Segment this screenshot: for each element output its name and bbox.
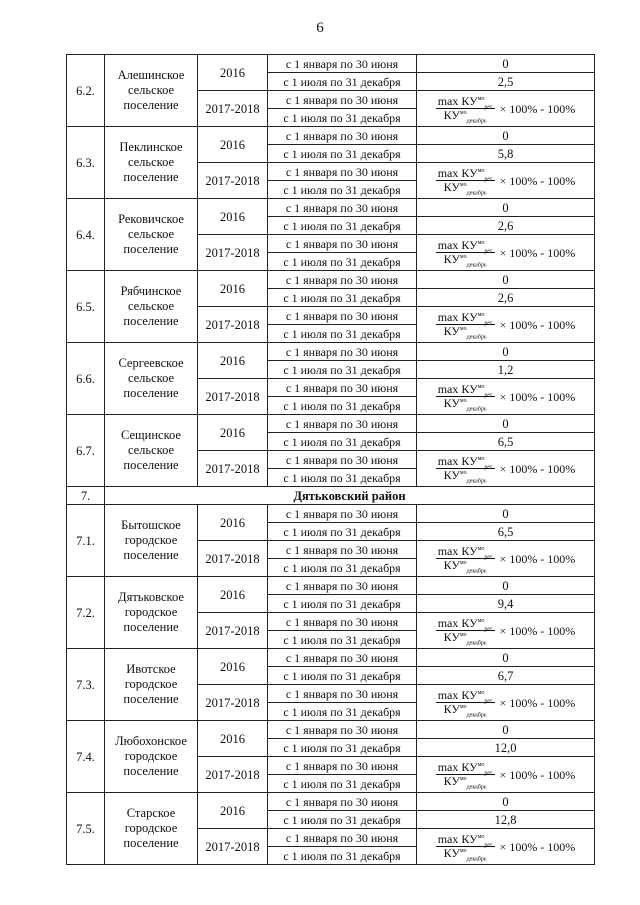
formula-mo-sup: мо	[477, 240, 485, 246]
formula-mo-sup: мо	[477, 762, 485, 768]
period-cell: с 1 января по 30 июня	[268, 829, 417, 847]
year-cell: 2017-2018	[198, 685, 268, 721]
formula-mo-sup: мо	[477, 834, 485, 840]
formula	[417, 238, 594, 269]
formula-mo-sup: мо	[459, 110, 467, 116]
formula-ku: КУ	[443, 558, 460, 572]
formula	[417, 760, 594, 791]
formula-tail: × 100% - 100%	[499, 839, 576, 854]
value-cell: 0	[417, 199, 595, 217]
formula-fraction	[436, 310, 495, 341]
row-number: 6.7.	[67, 415, 105, 487]
formula-ku: КУ	[443, 702, 460, 716]
formula-numerator	[436, 545, 495, 559]
formula-max: max	[437, 94, 459, 108]
value-cell: 5,8	[417, 145, 595, 163]
period-cell: с 1 января по 30 июня	[268, 91, 417, 109]
region-name: Дятьковский район	[105, 487, 595, 505]
year-cell: 2017-2018	[198, 379, 268, 415]
period-cell: с 1 июля по 31 декабря	[268, 631, 417, 649]
formula-ku: КУ	[461, 832, 478, 846]
formula-mo-sup: мо	[477, 546, 485, 552]
formula	[417, 166, 594, 197]
formula-max: max	[437, 238, 459, 252]
period-cell: с 1 января по 30 июня	[268, 271, 417, 289]
row-number: 6.5.	[67, 271, 105, 343]
formula-tail: × 100% - 100%	[499, 767, 576, 782]
year-cell: 2016	[198, 649, 268, 685]
formula-numerator	[436, 167, 495, 181]
year-cell: 2016	[198, 271, 268, 307]
year-cell: 2016	[198, 793, 268, 829]
formula-max: max	[437, 382, 459, 396]
row-number: 6.2.	[67, 55, 105, 127]
formula-denominator	[442, 396, 489, 413]
period-cell: с 1 июля по 31 декабря	[268, 397, 417, 415]
formula-dec-sub: декабрь	[466, 478, 487, 485]
formula-max: max	[437, 166, 459, 180]
formula-cell	[417, 757, 595, 793]
period-cell: с 1 января по 30 июня	[268, 757, 417, 775]
period-cell: с 1 июля по 31 декабря	[268, 145, 417, 163]
formula-mo-sup: мо	[477, 456, 485, 462]
formula-numerator	[436, 311, 495, 325]
value-cell: 0	[417, 127, 595, 145]
formula-cell	[417, 451, 595, 487]
formula-ku: КУ	[461, 166, 478, 180]
value-cell: 2,6	[417, 217, 595, 235]
formula-mo-sup: мо	[477, 168, 485, 174]
period-cell: с 1 июля по 31 декабря	[268, 559, 417, 577]
formula-tail: × 100% - 100%	[499, 245, 576, 260]
period-cell: с 1 января по 30 июня	[268, 505, 417, 523]
row-number: 6.4.	[67, 199, 105, 271]
formula-dec-sub: декабрь	[466, 712, 487, 719]
value-cell: 9,4	[417, 595, 595, 613]
formula-fraction	[436, 616, 495, 647]
period-cell: с 1 января по 30 июня	[268, 127, 417, 145]
formula-fraction	[436, 760, 495, 791]
period-cell: с 1 июля по 31 декабря	[268, 847, 417, 865]
value-cell: 2,5	[417, 73, 595, 91]
formula-ku: КУ	[443, 324, 460, 338]
formula-mo-sup: мо	[459, 776, 467, 782]
formula-dec-sub: декабрь	[466, 334, 487, 341]
row-number: 7.2.	[67, 577, 105, 649]
formula-ku: КУ	[461, 94, 478, 108]
row-number: 7.4.	[67, 721, 105, 793]
value-cell: 12,8	[417, 811, 595, 829]
period-cell: с 1 января по 30 июня	[268, 685, 417, 703]
year-cell: 2017-2018	[198, 541, 268, 577]
formula	[417, 94, 594, 125]
settlement-name: Бытошское городское поселение	[105, 505, 198, 577]
year-cell: 2017-2018	[198, 91, 268, 127]
formula-reg-sub: рег	[484, 176, 493, 183]
year-cell: 2016	[198, 577, 268, 613]
formula-tail: × 100% - 100%	[499, 461, 576, 476]
period-cell: с 1 января по 30 июня	[268, 55, 417, 73]
formula-dec-sub: декабрь	[466, 640, 487, 647]
year-cell: 2017-2018	[198, 163, 268, 199]
formula-ku: КУ	[443, 630, 460, 644]
table-body	[67, 55, 595, 865]
formula-reg-sub: рег	[484, 554, 493, 561]
formula-denominator	[442, 108, 489, 125]
formula-numerator	[436, 455, 495, 469]
formula-reg-sub: рег	[484, 248, 493, 255]
formula-max: max	[437, 760, 459, 774]
formula-tail: × 100% - 100%	[499, 389, 576, 404]
formula-mo-sup: мо	[459, 848, 467, 854]
formula-denominator	[442, 558, 489, 575]
period-cell: с 1 июля по 31 декабря	[268, 289, 417, 307]
period-cell: с 1 июля по 31 декабря	[268, 811, 417, 829]
formula-denominator	[442, 180, 489, 197]
formula-tail: × 100% - 100%	[499, 101, 576, 116]
formula-mo-sup: мо	[459, 470, 467, 476]
formula-cell	[417, 163, 595, 199]
formula-fraction	[436, 238, 495, 269]
period-cell: с 1 июля по 31 декабря	[268, 217, 417, 235]
formula-cell	[417, 829, 595, 865]
table-row	[67, 271, 595, 289]
formula-mo-sup: мо	[459, 398, 467, 404]
region-row	[67, 487, 595, 505]
table-row	[67, 793, 595, 811]
period-cell: с 1 января по 30 июня	[268, 649, 417, 667]
value-cell: 0	[417, 415, 595, 433]
formula-denominator	[442, 630, 489, 647]
year-cell: 2017-2018	[198, 613, 268, 649]
formula-dec-sub: декабрь	[466, 190, 487, 197]
formula-fraction	[436, 382, 495, 413]
formula-ku: КУ	[443, 468, 460, 482]
formula-numerator	[436, 239, 495, 253]
period-cell: с 1 января по 30 июня	[268, 163, 417, 181]
row-number: 7.1.	[67, 505, 105, 577]
formula-ku: КУ	[461, 544, 478, 558]
table-row	[67, 55, 595, 73]
year-cell: 2016	[198, 415, 268, 451]
period-cell: с 1 января по 30 июня	[268, 343, 417, 361]
formula-tail: × 100% - 100%	[499, 551, 576, 566]
settlement-name: Любохонское городское поселение	[105, 721, 198, 793]
formula-max: max	[437, 310, 459, 324]
period-cell: с 1 июля по 31 декабря	[268, 181, 417, 199]
period-cell: с 1 июля по 31 декабря	[268, 325, 417, 343]
value-cell: 0	[417, 505, 595, 523]
settlement-name: Пеклинское сельское поселение	[105, 127, 198, 199]
table-row	[67, 505, 595, 523]
formula-ku: КУ	[443, 396, 460, 410]
settlement-name: Рябчинское сельское поселение	[105, 271, 198, 343]
formula-ku: КУ	[461, 382, 478, 396]
table-row	[67, 343, 595, 361]
formula-tail: × 100% - 100%	[499, 695, 576, 710]
formula-fraction	[436, 166, 495, 197]
formula-cell	[417, 235, 595, 271]
formula-dec-sub: декабрь	[466, 568, 487, 575]
formula	[417, 544, 594, 575]
formula	[417, 310, 594, 341]
value-cell: 0	[417, 55, 595, 73]
period-cell: с 1 июля по 31 декабря	[268, 109, 417, 127]
year-cell: 2017-2018	[198, 235, 268, 271]
value-cell: 0	[417, 721, 595, 739]
period-cell: с 1 июля по 31 декабря	[268, 775, 417, 793]
table-row	[67, 649, 595, 667]
formula-fraction	[436, 94, 495, 125]
formula-mo-sup: мо	[459, 182, 467, 188]
value-cell: 6,5	[417, 523, 595, 541]
formula-numerator	[436, 833, 495, 847]
settlement-name: Рековичское сельское поселение	[105, 199, 198, 271]
formula-ku: КУ	[461, 310, 478, 324]
period-cell: с 1 января по 30 июня	[268, 451, 417, 469]
row-number: 7.3.	[67, 649, 105, 721]
value-cell: 12,0	[417, 739, 595, 757]
formula-reg-sub: рег	[484, 842, 493, 849]
table-row	[67, 199, 595, 217]
formula-mo-sup: мо	[459, 704, 467, 710]
formula-dec-sub: декабрь	[466, 118, 487, 125]
year-cell: 2017-2018	[198, 829, 268, 865]
formula-numerator	[436, 761, 495, 775]
formula-reg-sub: рег	[484, 698, 493, 705]
formula-fraction	[436, 544, 495, 575]
formula-cell	[417, 613, 595, 649]
formula-dec-sub: декабрь	[466, 784, 487, 791]
page-number: 6	[316, 20, 324, 36]
formula-max: max	[437, 616, 459, 630]
period-cell: с 1 января по 30 июня	[268, 379, 417, 397]
value-cell: 2,6	[417, 289, 595, 307]
formula-max: max	[437, 832, 459, 846]
formula-denominator	[442, 324, 489, 341]
year-cell: 2016	[198, 199, 268, 235]
period-cell: с 1 июля по 31 декабря	[268, 469, 417, 487]
formula-ku: КУ	[443, 108, 460, 122]
formula-mo-sup: мо	[459, 632, 467, 638]
formula	[417, 454, 594, 485]
formula-cell	[417, 91, 595, 127]
period-cell: с 1 января по 30 июня	[268, 541, 417, 559]
year-cell: 2016	[198, 127, 268, 163]
settlement-name: Алешинское сельское поселение	[105, 55, 198, 127]
year-cell: 2016	[198, 343, 268, 379]
period-cell: с 1 июля по 31 декабря	[268, 595, 417, 613]
formula-ku: КУ	[443, 846, 460, 860]
settlement-name: Сещинское сельское поселение	[105, 415, 198, 487]
formula-tail: × 100% - 100%	[499, 317, 576, 332]
formula-cell	[417, 685, 595, 721]
table-row	[67, 721, 595, 739]
period-cell: с 1 января по 30 июня	[268, 415, 417, 433]
period-cell: с 1 января по 30 июня	[268, 235, 417, 253]
value-cell: 0	[417, 577, 595, 595]
formula-cell	[417, 379, 595, 415]
formula-denominator	[442, 252, 489, 269]
period-cell: с 1 июля по 31 декабря	[268, 667, 417, 685]
formula	[417, 688, 594, 719]
formula-numerator	[436, 95, 495, 109]
formula-tail: × 100% - 100%	[499, 623, 576, 638]
formula-ku: КУ	[461, 760, 478, 774]
row-number: 6.6.	[67, 343, 105, 415]
formula-fraction	[436, 688, 495, 719]
period-cell: с 1 января по 30 июня	[268, 199, 417, 217]
period-cell: с 1 января по 30 июня	[268, 793, 417, 811]
period-cell: с 1 июля по 31 декабря	[268, 433, 417, 451]
table-row	[67, 577, 595, 595]
formula-reg-sub: рег	[484, 392, 493, 399]
formula-fraction	[436, 454, 495, 485]
formula	[417, 832, 594, 863]
year-cell: 2017-2018	[198, 307, 268, 343]
settlement-name: Сергеевское сельское поселение	[105, 343, 198, 415]
formula-denominator	[442, 846, 489, 863]
row-number: 6.3.	[67, 127, 105, 199]
formula-max: max	[437, 454, 459, 468]
value-cell: 0	[417, 343, 595, 361]
tariff-table	[66, 54, 595, 865]
formula-mo-sup: мо	[477, 618, 485, 624]
formula-numerator	[436, 383, 495, 397]
formula-denominator	[442, 774, 489, 791]
formula-mo-sup: мо	[477, 96, 485, 102]
settlement-name: Ивотское городское поселение	[105, 649, 198, 721]
formula-fraction	[436, 832, 495, 863]
row-number: 7.5.	[67, 793, 105, 865]
period-cell: с 1 июля по 31 декабря	[268, 253, 417, 271]
formula-max: max	[437, 688, 459, 702]
formula-mo-sup: мо	[477, 312, 485, 318]
formula-mo-sup: мо	[477, 384, 485, 390]
formula-dec-sub: декабрь	[466, 262, 487, 269]
period-cell: с 1 июля по 31 декабря	[268, 361, 417, 379]
period-cell: с 1 июля по 31 декабря	[268, 523, 417, 541]
year-cell: 2017-2018	[198, 451, 268, 487]
formula-dec-sub: декабрь	[466, 856, 487, 863]
formula-ku: КУ	[461, 616, 478, 630]
year-cell: 2017-2018	[198, 757, 268, 793]
settlement-name: Дятьковское городское поселение	[105, 577, 198, 649]
period-cell: с 1 июля по 31 декабря	[268, 739, 417, 757]
formula-numerator	[436, 689, 495, 703]
formula-reg-sub: рег	[484, 320, 493, 327]
formula-mo-sup: мо	[459, 326, 467, 332]
row-number: 7.	[67, 487, 105, 505]
table-row	[67, 127, 595, 145]
table-row	[67, 415, 595, 433]
value-cell: 6,7	[417, 667, 595, 685]
period-cell: с 1 января по 30 июня	[268, 307, 417, 325]
formula-dec-sub: декабрь	[466, 406, 487, 413]
formula-reg-sub: рег	[484, 104, 493, 111]
value-cell: 0	[417, 271, 595, 289]
formula-numerator	[436, 617, 495, 631]
settlement-name: Старское городское поселение	[105, 793, 198, 865]
value-cell: 1,2	[417, 361, 595, 379]
formula-denominator	[442, 702, 489, 719]
value-cell: 0	[417, 793, 595, 811]
value-cell: 0	[417, 649, 595, 667]
period-cell: с 1 января по 30 июня	[268, 721, 417, 739]
formula-reg-sub: рег	[484, 626, 493, 633]
formula-mo-sup: мо	[477, 690, 485, 696]
formula	[417, 616, 594, 647]
period-cell: с 1 января по 30 июня	[268, 577, 417, 595]
value-cell: 6,5	[417, 433, 595, 451]
formula-ku: КУ	[461, 238, 478, 252]
formula-max: max	[437, 544, 459, 558]
period-cell: с 1 января по 30 июня	[268, 613, 417, 631]
formula-ku: КУ	[443, 180, 460, 194]
formula-ku: КУ	[461, 688, 478, 702]
period-cell: с 1 июля по 31 декабря	[268, 703, 417, 721]
formula-denominator	[442, 468, 489, 485]
formula-cell	[417, 541, 595, 577]
formula-reg-sub: рег	[484, 770, 493, 777]
year-cell: 2016	[198, 721, 268, 757]
formula-tail: × 100% - 100%	[499, 173, 576, 188]
period-cell: с 1 июля по 31 декабря	[268, 73, 417, 91]
formula-mo-sup: мо	[459, 254, 467, 260]
formula-cell	[417, 307, 595, 343]
formula	[417, 382, 594, 413]
year-cell: 2016	[198, 505, 268, 541]
year-cell: 2016	[198, 55, 268, 91]
formula-reg-sub: рег	[484, 464, 493, 471]
formula-ku: КУ	[443, 774, 460, 788]
formula-ku: КУ	[461, 454, 478, 468]
formula-ku: КУ	[443, 252, 460, 266]
formula-mo-sup: мо	[459, 560, 467, 566]
